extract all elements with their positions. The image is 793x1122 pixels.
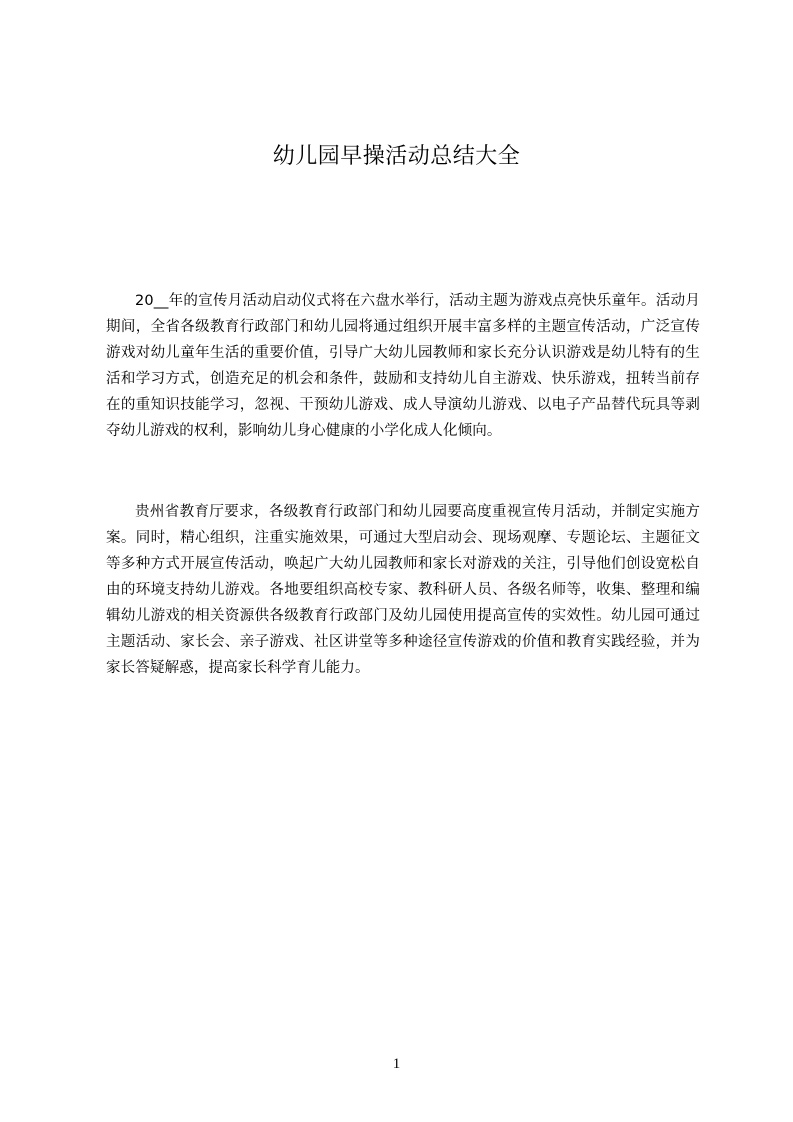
body-paragraph-2: 贵州省教育厅要求，各级教育行政部门和幼儿园要高度重视宣传月活动，并制定实施方案。同时，精心组织，注重实施效果，可通过大型启动会、现场观摩、专题论坛、主题征文等多种方式开展宣传活动，唤起广大幼儿园教师和家长对游戏的关注，引导他们创设宽松自由的环境支持幼儿游戏。各地要组织高校专家、教科研人员、各级名师等，收集、整理和编辑幼儿游戏的相关资源供各级教育行政部门及幼儿园使用提高宣传的实效性。幼儿园可通过主题活动、家长会、亲子游戏、社区讲堂等多种途径宣传游戏的价值和教育实践经验，并为家长答疑解惑，提高家长科学育儿能力。 — [106, 504, 700, 676]
page-number: 1 — [392, 1056, 401, 1072]
body-paragraph-1: 20__年的宣传月活动启动仪式将在六盘水举行，活动主题为游戏点亮快乐童年。活动月期间，全省各级教育行政部门和幼儿园将通过组织开展丰富多样的主题宣传活动，广泛宣传游戏对幼儿童年生活的重要价值，引导广大幼儿园教师和家长充分认识游戏是幼儿特有的生活和学习方式，创造充足的机会和条件，鼓励和支持幼儿自主游戏、快乐游戏，扭转当前存在的重知识技能学习，忽视、干预幼儿游戏、成人导演幼儿游戏、以电子产品替代玩具等剥夺幼儿游戏的权利，影响幼儿身心健康的小学化成人化倾向。 — [106, 293, 700, 439]
document-title: 幼儿园早操活动总结大全 — [272, 144, 521, 169]
